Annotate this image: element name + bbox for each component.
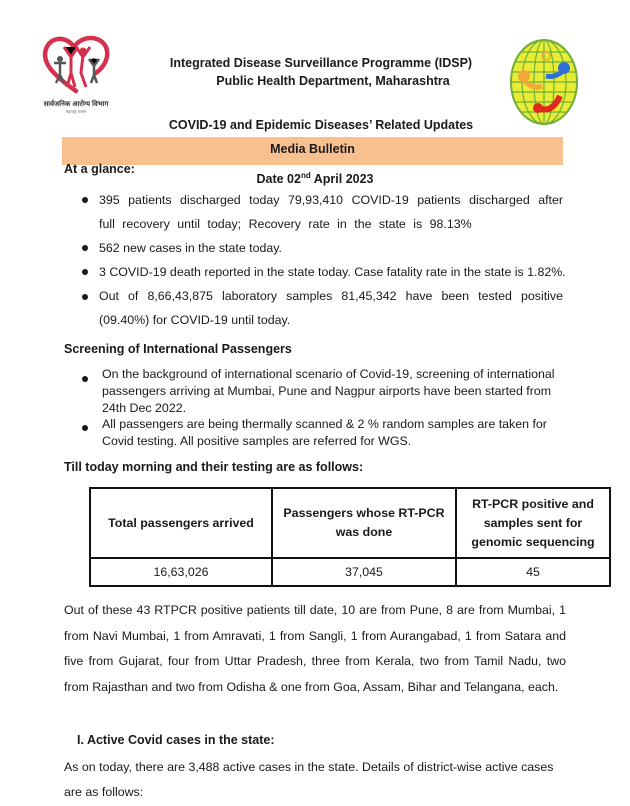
passenger-testing-table: [89, 487, 611, 587]
department-title: Public Health Department, Maharashtra: [216, 74, 450, 88]
date-ordinal: nd: [300, 171, 311, 180]
positive-patients-origin-paragraph: Out of these 43 RTPCR positive patients till date, 10 are from Pune, 8 are from Mumbai, 1 from Navi Mumbai, 1 from Amravati, 1 from Sangli, 1 from Aurangabad, 1 from Satara and five from Gujarat, four from Uttar Pradesh, three from Kerala, two from Tamil Nadu, two from Rajasthan and two from Odisha & one from Goa, Assam, Bihar and Telangana, each.: [64, 603, 566, 694]
bullet-icon: [82, 197, 88, 203]
screening-heading: Screening of International Passengers: [64, 342, 292, 356]
screening-item-thermal: All passengers are being thermally scanned & 2 % random samples are taken for Covid testing. All positive samples are referred for WGS.: [102, 417, 547, 448]
table-header-row: [90, 488, 610, 558]
public-health-department-logo: [40, 33, 112, 114]
active-cases-paragraph: As on today, there are 3,488 active cases in the state. Details of district-wise active cases are as follows:: [64, 760, 554, 799]
glance-item-samples: Out of 8,66,43,875 laboratory samples 81,45,342 have been tested positive (09.40%) for COVID-19 until today.: [99, 289, 563, 327]
col-rtpcr-done: Passengers whose RT-PCR was done: [272, 488, 456, 558]
glance-text: 395 patients discharged today 79,93,410 COVID-19 patients discharged after full recovery until today; Recovery rate in the state is 98.13%: [99, 193, 563, 231]
bullet-icon: [82, 376, 88, 382]
bullet-icon: [82, 269, 88, 275]
programme-title: Integrated Disease Surveillance Programme (IDSP): [169, 56, 473, 70]
cell-rtpcr-done: 37,045: [272, 558, 456, 586]
table-intro: Till today morning and their testing are as follows:: [64, 460, 364, 474]
bulletin-subtitle: COVID-19 and Epidemic Diseases’ Related Updates: [168, 118, 474, 132]
logo-subcaption: महाराष्ट्र शासन: [65, 109, 87, 114]
logo-caption: सार्वजनिक आरोग्य विभाग: [43, 101, 109, 108]
bullet-icon: [82, 245, 88, 251]
date-day: Date 02: [256, 172, 301, 187]
at-a-glance-heading: At a glance:: [64, 162, 135, 176]
glance-item-discharged: [99, 188, 563, 236]
bullet-icon: [82, 294, 88, 300]
date-month-year: April 2023: [310, 172, 374, 187]
active-cases-heading: I. Active Covid cases in the state:: [77, 733, 275, 747]
col-rtpcr-positive: RT-PCR positive and samples sent for genomic sequencing: [456, 488, 610, 558]
col-total-passengers: Total passengers arrived: [90, 488, 272, 558]
cell-total-passengers: 16,63,026: [90, 558, 272, 586]
screening-item-airports: On the background of international scenario of Covid-19, screening of international passengers arriving at Mumbai, Pune and Nagpur airports have been started from 24th Dec 2022.: [102, 367, 555, 415]
glance-item-deaths: 3 COVID-19 death reported in the state today. Case fatality rate in the state is 1.82%.: [99, 265, 566, 279]
table-row: [90, 558, 610, 586]
bullet-icon: [82, 425, 88, 431]
glance-item-new-cases: 562 new cases in the state today.: [99, 241, 282, 255]
cell-rtpcr-positive: 45: [456, 558, 610, 586]
media-bulletin-label: Media Bulletin: [270, 142, 355, 156]
